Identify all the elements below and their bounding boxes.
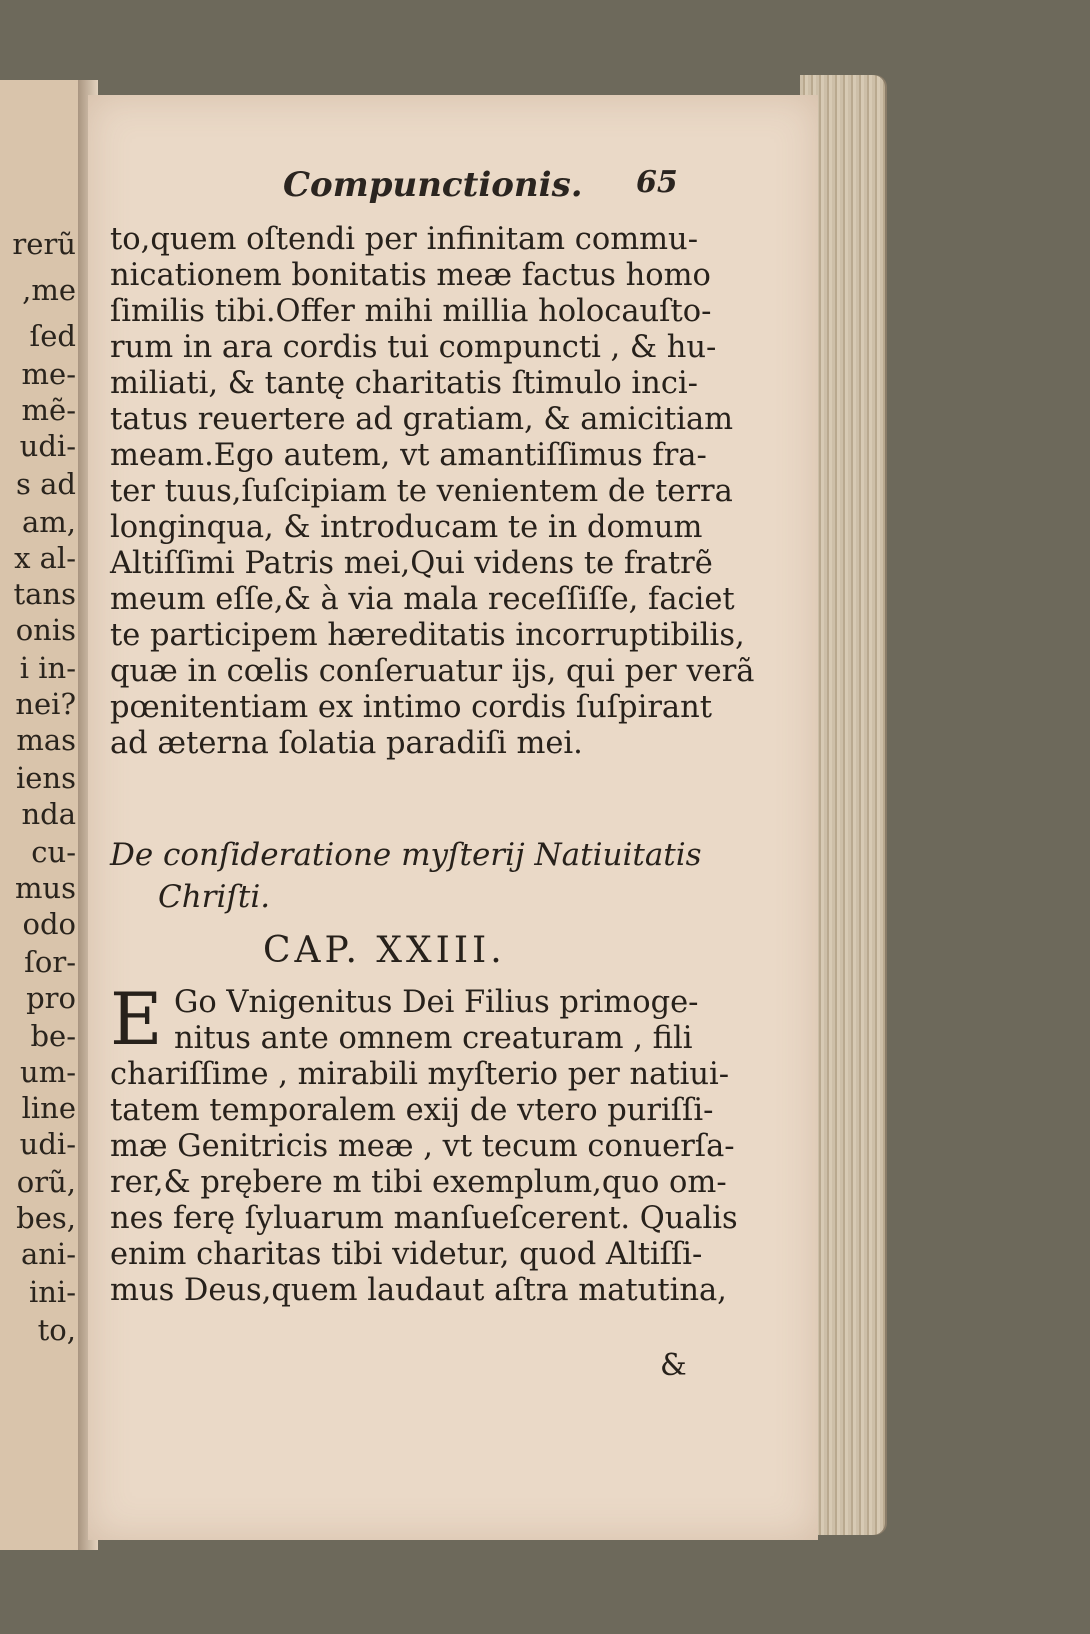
left-margin-line: ſor- — [24, 945, 76, 979]
left-margin-line: be- — [30, 1019, 76, 1053]
body-line: ſimilis tibi.Offer mihi millia holocauſto- — [110, 294, 712, 329]
body-line: meum eſſe,& à via mala receſſiſſe, faciet — [110, 582, 735, 617]
left-margin-line: mẽ- — [21, 393, 76, 427]
left-margin-line: ſed — [29, 319, 76, 353]
running-head — [88, 165, 818, 215]
body-line: tatus reuertere ad gratiam, & amicitiam — [110, 402, 734, 437]
left-page-fragment — [0, 80, 84, 1550]
body-line: Altiſſimi Patris mei,Qui videns te fratrẽ — [110, 546, 713, 581]
body-line: te participem hæreditatis incorruptibilis, — [110, 618, 745, 653]
left-margin-line: s ad — [16, 467, 76, 501]
left-margin-line: ini- — [28, 1275, 76, 1309]
left-margin-line: pro — [26, 981, 76, 1015]
left-margin-line: udi- — [19, 1127, 76, 1161]
body-line: meam.Ego autem, vt amantiſſimus fra- — [110, 438, 707, 473]
left-margin-line: mas — [16, 723, 76, 757]
chapter-line: chariſſime , mirabili myſterio per natiui- — [110, 1057, 730, 1092]
left-margin-line: rerũ — [12, 227, 76, 261]
chapter-line: rer,& prębere m tibi exemplum,quo om- — [110, 1165, 727, 1200]
left-margin-line: orũ, — [16, 1165, 76, 1199]
drop-cap: E — [110, 977, 163, 1061]
left-margin-line: odo — [22, 907, 76, 941]
body-line: rum in ara cordis tui compuncti , & hu- — [110, 330, 717, 365]
body-line: nicationem bonitatis meæ factus homo — [110, 258, 711, 293]
left-margin-line: nei? — [15, 687, 76, 721]
chapter-line: mus Deus,quem laudaut aſtra matutina, — [110, 1273, 727, 1308]
left-margin-line: bes, — [16, 1201, 76, 1235]
left-margin-line: ani- — [20, 1237, 76, 1271]
chapter-line: nes ferę ſyluarum manſueſcerent. Qualis — [110, 1201, 738, 1236]
chapter-line: enim charitas tibi videtur, quod Altiſſi- — [110, 1237, 703, 1272]
left-margin-line: onis — [15, 613, 76, 647]
left-margin-line: me- — [21, 357, 76, 391]
chapter-line: Go Vnigenitus Dei Filius primoge- — [174, 985, 699, 1020]
left-margin-line: tans — [13, 577, 76, 611]
body-line: longinqua, & introducam te in domum — [110, 510, 703, 545]
left-margin-line: nda — [21, 797, 76, 831]
left-margin-line: i in- — [19, 651, 76, 685]
catchword: & — [660, 1348, 687, 1383]
running-head-title: Compunctionis. — [283, 165, 583, 205]
chapter-label: CAP. XXIII. — [263, 930, 506, 971]
left-margin-line: mus — [14, 871, 76, 905]
left-margin-line: cu- — [31, 835, 76, 869]
body-line: ad æterna ſolatia paradiſi mei. — [110, 726, 583, 761]
body-line: ter tuus,ſuſcipiam te venientem de terra — [110, 474, 733, 509]
body-line: to,quem oſtendi per infinitam commu- — [110, 222, 699, 257]
section-heading-continued: Chriſti. — [158, 879, 271, 915]
right-page — [88, 95, 818, 1540]
body-line: pœnitentiam ex intimo cordis ſuſpirant — [110, 690, 712, 725]
section-heading: De conſideratione myſterij Natiuitatis — [110, 837, 702, 873]
left-margin-line: x al- — [14, 541, 76, 575]
body-line: quæ in cœlis conſeruatur ijs, qui per verã — [110, 654, 755, 689]
left-margin-line: to, — [37, 1313, 76, 1347]
left-margin-line: um- — [20, 1055, 76, 1089]
left-margin-line: am, — [21, 505, 76, 539]
left-margin-line: ,me — [22, 273, 76, 307]
page-number: 65 — [636, 165, 678, 200]
left-margin-line: line — [21, 1091, 76, 1125]
body-line: miliati, & tantę charitatis ſtimulo inci- — [110, 366, 698, 401]
chapter-line: nitus ante omnem creaturam , fili — [174, 1021, 693, 1056]
chapter-line: mæ Genitricis meæ , vt tecum conuerſa- — [110, 1129, 735, 1164]
left-margin-line: udi- — [19, 429, 76, 463]
left-margin-line: iens — [16, 761, 76, 795]
chapter-line: tatem temporalem exij de vtero puriſſi- — [110, 1093, 714, 1128]
